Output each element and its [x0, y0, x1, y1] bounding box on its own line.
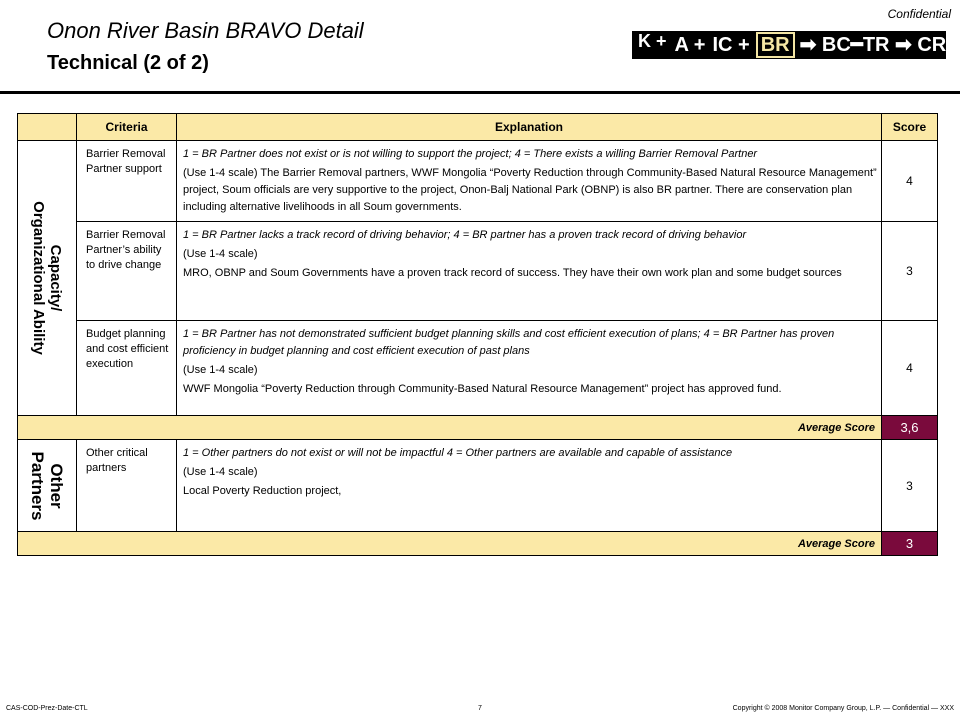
explanation-cell [177, 440, 882, 532]
detail-text: WWF Mongolia “Poverty Reduction through Community-Based Natural Resource Management” project has approved fund. [183, 383, 782, 395]
group-label-text: Other Partners [28, 451, 66, 520]
header-rule [0, 91, 960, 94]
definition-text: 1 = BR Partner does not exist or is not willing to support the project; 4 = There exists a willing Barrier Removal Partner [183, 148, 758, 160]
criteria-cell: Barrier Removal Partner’s ability to drive change [77, 222, 177, 321]
confidential-label: Confidential [887, 7, 951, 21]
footer-copyright: Copyright © 2008 Monitor Company Group, L.P. — Confidential — XXX [732, 705, 954, 712]
footer-page-number: 7 [478, 705, 482, 712]
average-score-label: Average Score [18, 416, 882, 440]
table-row [18, 321, 938, 416]
average-row [18, 416, 938, 440]
detail-text: MRO, OBNP and Soum Governments have a proven track record of success. They have their own work plan and some budget sources [183, 267, 842, 279]
header-blank-cell [18, 114, 77, 141]
banner-br-highlight: BR [756, 32, 795, 58]
explanation-cell [177, 222, 882, 321]
group-label-text: Capacity/ Organizational Ability [30, 201, 64, 355]
group-label-capacity [18, 141, 77, 416]
score-cell: 3 [882, 222, 938, 321]
detail-text: Local Poverty Reduction project, [183, 485, 342, 497]
average-score-label: Average Score [18, 532, 882, 556]
page-subtitle: Technical (2 of 2) [47, 52, 209, 74]
score-cell: 4 [882, 141, 938, 222]
banner-ic: IC + [712, 34, 750, 56]
criteria-cell: Other critical partners [77, 440, 177, 532]
table-row [18, 222, 938, 321]
average-score-value: 3 [882, 532, 938, 556]
average-score-value: 3,6 [882, 416, 938, 440]
bravo-banner [632, 31, 946, 59]
footer-doc-id: CAS-COD-Prez-Date-CTL [6, 705, 88, 712]
group-label-other-partners [18, 440, 77, 532]
scale-text: (Use 1-4 scale) [183, 466, 258, 478]
explanation-cell [177, 141, 882, 222]
scale-text: (Use 1-4 scale) [183, 364, 258, 376]
header-criteria: Criteria [77, 114, 177, 141]
criteria-cell: Budget planning and cost efficient execution [77, 321, 177, 416]
header-score: Score [882, 114, 938, 141]
definition-text: 1 = Other partners do not exist or will not be impactful 4 = Other partners are available and capable of assistance [183, 447, 733, 459]
header-explanation: Explanation [177, 114, 882, 141]
explanation-cell [177, 321, 882, 416]
detail-text: (Use 1-4 scale) The Barrier Removal partners, WWF Mongolia “Poverty Reduction through Community-Based Natural Resource Management” project, Soum officials are very supportive to the project, Onon-Balj National Park (OBNP) is also BR partner. There are conservation plan including alternative livelihoods in all Soum governments. [183, 167, 877, 213]
scale-text: (Use 1-4 scale) [183, 248, 258, 260]
banner-k: K + [638, 31, 667, 51]
score-cell: 3 [882, 440, 938, 532]
criteria-cell: Barrier Removal Partner support [77, 141, 177, 222]
table-row [18, 440, 938, 532]
page-title: Onon River Basin BRAVO Detail [47, 18, 364, 43]
table-row [18, 141, 938, 222]
banner-rest: ➡ BC━TR ➡ CR [799, 34, 947, 56]
definition-text: 1 = BR Partner has not demonstrated sufficient budget planning skills and cost efficient execution of plans; 4 = BR Partner has proven proficiency in budget planning and cost efficient execution of past plans [183, 328, 835, 357]
table-header-row [18, 114, 938, 141]
average-row [18, 532, 938, 556]
criteria-table [17, 113, 938, 556]
definition-text: 1 = BR Partner lacks a track record of driving behavior; 4 = BR partner has a proven track record of driving behavior [183, 229, 747, 241]
banner-a: A + [674, 34, 706, 56]
score-cell: 4 [882, 321, 938, 416]
